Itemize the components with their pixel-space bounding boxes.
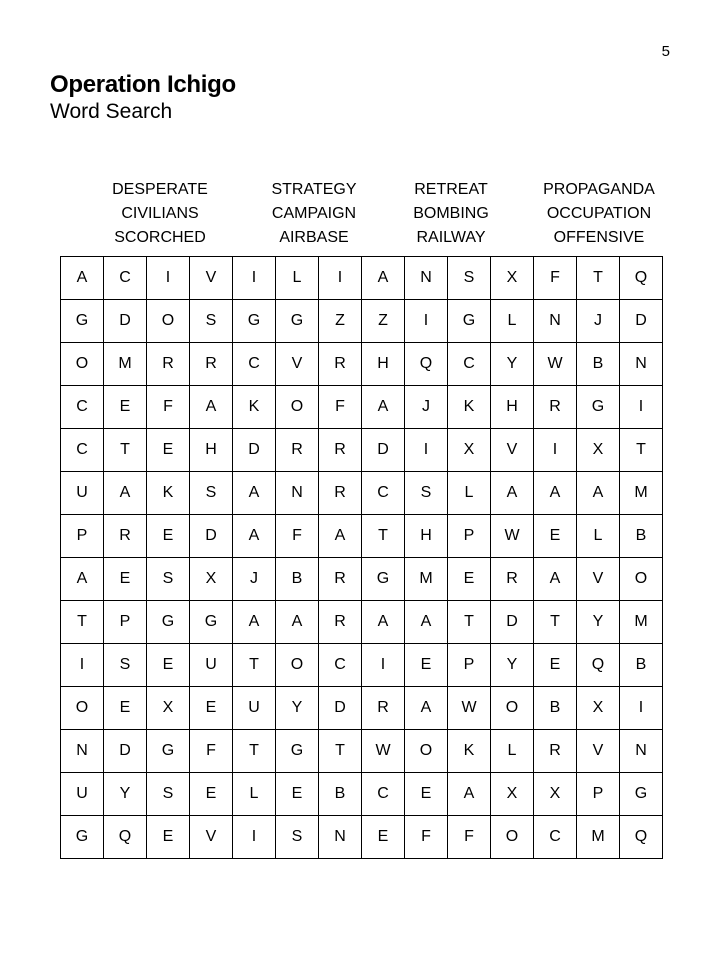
- grid-cell[interactable]: F: [190, 730, 233, 773]
- grid-cell[interactable]: N: [276, 472, 319, 515]
- grid-cell[interactable]: I: [405, 300, 448, 343]
- grid-cell[interactable]: F: [405, 816, 448, 859]
- word-list-item: CIVILIANS: [121, 205, 199, 222]
- grid-cell[interactable]: A: [104, 472, 147, 515]
- grid-cell[interactable]: K: [448, 730, 491, 773]
- grid-cell[interactable]: E: [534, 644, 577, 687]
- grid-cell[interactable]: R: [534, 386, 577, 429]
- grid-cell[interactable]: H: [362, 343, 405, 386]
- grid-cell[interactable]: R: [319, 343, 362, 386]
- word-list-item: STRATEGY: [271, 181, 357, 198]
- word-column: [80, 178, 240, 250]
- grid-cell[interactable]: O: [276, 386, 319, 429]
- grid-cell[interactable]: O: [276, 644, 319, 687]
- grid-cell[interactable]: T: [61, 601, 104, 644]
- grid-cell[interactable]: A: [233, 601, 276, 644]
- grid-cell[interactable]: S: [190, 472, 233, 515]
- grid-cell[interactable]: Y: [276, 687, 319, 730]
- grid-cell[interactable]: X: [577, 429, 620, 472]
- grid-cell[interactable]: M: [620, 472, 663, 515]
- grid-cell[interactable]: V: [276, 343, 319, 386]
- word-list-item: BOMBING: [413, 205, 489, 222]
- grid-cell[interactable]: J: [577, 300, 620, 343]
- grid-cell[interactable]: L: [233, 773, 276, 816]
- grid-cell[interactable]: G: [276, 300, 319, 343]
- grid-cell[interactable]: J: [233, 558, 276, 601]
- grid-cell[interactable]: X: [147, 687, 190, 730]
- grid-cell[interactable]: L: [276, 257, 319, 300]
- grid-cell[interactable]: S: [276, 816, 319, 859]
- grid-cell[interactable]: E: [190, 687, 233, 730]
- grid-cell[interactable]: R: [319, 601, 362, 644]
- grid-cell[interactable]: F: [319, 386, 362, 429]
- grid-cell[interactable]: G: [61, 816, 104, 859]
- grid-cell[interactable]: G: [147, 730, 190, 773]
- grid-cell[interactable]: V: [190, 816, 233, 859]
- grid-cell[interactable]: K: [147, 472, 190, 515]
- grid-cell[interactable]: X: [577, 687, 620, 730]
- grid-cell[interactable]: K: [233, 386, 276, 429]
- grid-cell[interactable]: U: [61, 472, 104, 515]
- grid-cell[interactable]: A: [362, 257, 405, 300]
- grid-cell[interactable]: N: [534, 300, 577, 343]
- puzzle-subtitle: Word Search: [50, 100, 173, 123]
- grid-cell[interactable]: O: [405, 730, 448, 773]
- grid-cell[interactable]: I: [61, 644, 104, 687]
- grid-cell[interactable]: R: [190, 343, 233, 386]
- grid-cell[interactable]: A: [405, 601, 448, 644]
- grid-cell[interactable]: U: [61, 773, 104, 816]
- grid-cell[interactable]: M: [104, 343, 147, 386]
- grid-cell[interactable]: A: [577, 472, 620, 515]
- grid-cell[interactable]: A: [534, 472, 577, 515]
- grid-cell[interactable]: E: [104, 386, 147, 429]
- grid-cell[interactable]: V: [577, 730, 620, 773]
- grid-cell[interactable]: A: [405, 687, 448, 730]
- grid-cell[interactable]: Z: [319, 300, 362, 343]
- grid-cell[interactable]: R: [362, 687, 405, 730]
- grid-cell[interactable]: D: [319, 687, 362, 730]
- grid-cell[interactable]: W: [448, 687, 491, 730]
- grid-cell[interactable]: I: [233, 816, 276, 859]
- grid-cell[interactable]: L: [577, 515, 620, 558]
- grid-cell[interactable]: A: [362, 601, 405, 644]
- grid-cell[interactable]: A: [491, 472, 534, 515]
- grid-cell[interactable]: R: [104, 515, 147, 558]
- grid-cell[interactable]: Q: [104, 816, 147, 859]
- grid-cell[interactable]: R: [319, 472, 362, 515]
- grid-cell[interactable]: B: [577, 343, 620, 386]
- word-list: [70, 178, 720, 250]
- grid-cell[interactable]: L: [448, 472, 491, 515]
- word-list-item: RETREAT: [414, 181, 488, 198]
- grid-cell[interactable]: S: [147, 558, 190, 601]
- grid-cell[interactable]: N: [405, 257, 448, 300]
- grid-cell[interactable]: S: [405, 472, 448, 515]
- grid-cell[interactable]: W: [534, 343, 577, 386]
- grid-cell[interactable]: B: [319, 773, 362, 816]
- grid-cell[interactable]: A: [448, 773, 491, 816]
- grid-cell[interactable]: E: [104, 558, 147, 601]
- grid-cell[interactable]: I: [147, 257, 190, 300]
- grid-cell[interactable]: T: [362, 515, 405, 558]
- grid-cell[interactable]: T: [620, 429, 663, 472]
- grid-cell[interactable]: O: [61, 687, 104, 730]
- grid-cell[interactable]: A: [319, 515, 362, 558]
- grid-cell[interactable]: T: [104, 429, 147, 472]
- grid-cell[interactable]: Y: [577, 601, 620, 644]
- grid-cell[interactable]: D: [620, 300, 663, 343]
- grid-cell[interactable]: A: [233, 472, 276, 515]
- grid-cell[interactable]: T: [319, 730, 362, 773]
- grid-cell[interactable]: G: [276, 730, 319, 773]
- grid-cell[interactable]: E: [147, 515, 190, 558]
- grid-cell[interactable]: L: [491, 730, 534, 773]
- grid-cell[interactable]: N: [620, 730, 663, 773]
- grid-cell[interactable]: V: [577, 558, 620, 601]
- grid-cell[interactable]: O: [147, 300, 190, 343]
- grid-cell[interactable]: G: [362, 558, 405, 601]
- grid-cell[interactable]: E: [405, 773, 448, 816]
- grid-cell[interactable]: B: [534, 687, 577, 730]
- word-list-item: SCORCHED: [114, 229, 206, 246]
- grid-cell[interactable]: P: [448, 644, 491, 687]
- grid-cell[interactable]: I: [620, 687, 663, 730]
- grid-cell[interactable]: A: [190, 386, 233, 429]
- grid-cell[interactable]: N: [319, 816, 362, 859]
- grid-cell[interactable]: P: [61, 515, 104, 558]
- grid-cell[interactable]: R: [147, 343, 190, 386]
- grid-cell[interactable]: R: [319, 558, 362, 601]
- grid-cell[interactable]: G: [577, 386, 620, 429]
- grid-cell[interactable]: G: [61, 300, 104, 343]
- grid-cell[interactable]: A: [61, 257, 104, 300]
- grid-cell[interactable]: T: [534, 601, 577, 644]
- grid-cell[interactable]: Y: [104, 773, 147, 816]
- grid-cell[interactable]: T: [577, 257, 620, 300]
- word-list-item: AIRBASE: [279, 229, 349, 246]
- grid-cell[interactable]: C: [61, 429, 104, 472]
- grid-cell[interactable]: H: [491, 386, 534, 429]
- grid-cell[interactable]: E: [362, 816, 405, 859]
- grid-cell[interactable]: K: [448, 386, 491, 429]
- page-number: 5: [661, 43, 670, 60]
- grid-cell[interactable]: G: [147, 601, 190, 644]
- grid-cell[interactable]: I: [362, 644, 405, 687]
- letter-grid: [60, 256, 663, 859]
- grid-cell[interactable]: Y: [491, 343, 534, 386]
- grid-cell[interactable]: E: [190, 773, 233, 816]
- grid-cell[interactable]: E: [276, 773, 319, 816]
- grid-cell[interactable]: T: [448, 601, 491, 644]
- grid-cell[interactable]: A: [61, 558, 104, 601]
- puzzle-title: Operation Ichigo: [50, 71, 236, 98]
- grid-cell[interactable]: A: [362, 386, 405, 429]
- grid-cell[interactable]: F: [448, 816, 491, 859]
- grid-cell[interactable]: M: [405, 558, 448, 601]
- grid-cell[interactable]: D: [233, 429, 276, 472]
- grid-cell[interactable]: A: [534, 558, 577, 601]
- grid-cell[interactable]: C: [233, 343, 276, 386]
- grid-cell[interactable]: I: [534, 429, 577, 472]
- grid-cell[interactable]: O: [61, 343, 104, 386]
- grid-cell[interactable]: O: [491, 816, 534, 859]
- word-column: [234, 178, 394, 250]
- grid-cell[interactable]: E: [448, 558, 491, 601]
- word-list-item: CAMPAIGN: [271, 205, 357, 222]
- grid-cell[interactable]: D: [104, 300, 147, 343]
- grid-cell[interactable]: T: [233, 730, 276, 773]
- grid-cell[interactable]: B: [620, 644, 663, 687]
- grid-cell[interactable]: E: [534, 515, 577, 558]
- grid-cell[interactable]: V: [491, 429, 534, 472]
- grid-cell[interactable]: Z: [362, 300, 405, 343]
- word-list-item: DESPERATE: [112, 181, 208, 198]
- grid-cell[interactable]: V: [190, 257, 233, 300]
- word-list-item: PROPAGANDA: [543, 181, 655, 198]
- grid-cell[interactable]: I: [620, 386, 663, 429]
- grid-cell[interactable]: M: [577, 816, 620, 859]
- grid-cell[interactable]: C: [448, 343, 491, 386]
- grid-cell[interactable]: E: [104, 687, 147, 730]
- grid-cell[interactable]: P: [577, 773, 620, 816]
- grid-cell[interactable]: S: [147, 773, 190, 816]
- word-column: [519, 178, 679, 250]
- grid-cell[interactable]: S: [104, 644, 147, 687]
- grid-cell[interactable]: X: [534, 773, 577, 816]
- grid-cell[interactable]: G: [448, 300, 491, 343]
- grid-cell[interactable]: E: [147, 816, 190, 859]
- grid-cell[interactable]: B: [276, 558, 319, 601]
- grid-cell[interactable]: E: [405, 644, 448, 687]
- grid-cell[interactable]: Q: [620, 257, 663, 300]
- grid-cell[interactable]: A: [276, 601, 319, 644]
- grid-cell[interactable]: G: [620, 773, 663, 816]
- grid-cell[interactable]: N: [61, 730, 104, 773]
- grid-cell[interactable]: A: [233, 515, 276, 558]
- word-list-item: RAILWAY: [416, 229, 486, 246]
- grid-cell[interactable]: D: [190, 515, 233, 558]
- grid-cell[interactable]: J: [405, 386, 448, 429]
- grid-cell[interactable]: O: [620, 558, 663, 601]
- word-list-item: OCCUPATION: [546, 205, 652, 222]
- grid-cell[interactable]: C: [362, 773, 405, 816]
- grid-cell[interactable]: I: [233, 257, 276, 300]
- grid-cell[interactable]: Q: [577, 644, 620, 687]
- grid-cell[interactable]: N: [620, 343, 663, 386]
- grid-cell[interactable]: C: [534, 816, 577, 859]
- grid-cell[interactable]: L: [491, 300, 534, 343]
- grid-cell[interactable]: X: [491, 773, 534, 816]
- grid-cell[interactable]: R: [491, 558, 534, 601]
- grid-cell[interactable]: G: [233, 300, 276, 343]
- grid-cell[interactable]: W: [362, 730, 405, 773]
- grid-cell[interactable]: C: [362, 472, 405, 515]
- grid-cell[interactable]: S: [448, 257, 491, 300]
- grid-cell[interactable]: T: [233, 644, 276, 687]
- grid-cell[interactable]: M: [620, 601, 663, 644]
- grid-cell[interactable]: D: [362, 429, 405, 472]
- grid-cell[interactable]: S: [190, 300, 233, 343]
- grid-cell[interactable]: H: [190, 429, 233, 472]
- word-list-item: OFFENSIVE: [553, 229, 645, 246]
- grid-cell[interactable]: F: [147, 386, 190, 429]
- grid-cell[interactable]: B: [620, 515, 663, 558]
- grid-cell[interactable]: C: [319, 644, 362, 687]
- grid-cell[interactable]: G: [190, 601, 233, 644]
- grid-cell[interactable]: R: [319, 429, 362, 472]
- word-column: [371, 178, 531, 250]
- grid-cell[interactable]: U: [190, 644, 233, 687]
- grid-cell[interactable]: I: [405, 429, 448, 472]
- grid-cell[interactable]: P: [104, 601, 147, 644]
- grid-cell[interactable]: W: [491, 515, 534, 558]
- grid-cell[interactable]: F: [534, 257, 577, 300]
- grid-cell[interactable]: H: [405, 515, 448, 558]
- grid-cell[interactable]: C: [104, 257, 147, 300]
- grid-cell[interactable]: R: [276, 429, 319, 472]
- grid-cell[interactable]: I: [319, 257, 362, 300]
- grid-cell[interactable]: X: [491, 257, 534, 300]
- grid-cell[interactable]: O: [491, 687, 534, 730]
- grid-cell[interactable]: Q: [620, 816, 663, 859]
- grid-cell[interactable]: D: [104, 730, 147, 773]
- grid-cell[interactable]: D: [491, 601, 534, 644]
- grid-cell[interactable]: Q: [405, 343, 448, 386]
- grid-cell[interactable]: E: [147, 429, 190, 472]
- grid-cell[interactable]: C: [61, 386, 104, 429]
- grid-cell[interactable]: X: [448, 429, 491, 472]
- grid-cell[interactable]: X: [190, 558, 233, 601]
- grid-cell[interactable]: F: [276, 515, 319, 558]
- grid-cell[interactable]: E: [147, 644, 190, 687]
- grid-cell[interactable]: R: [534, 730, 577, 773]
- grid-cell[interactable]: Y: [491, 644, 534, 687]
- grid-cell[interactable]: P: [448, 515, 491, 558]
- grid-cell[interactable]: U: [233, 687, 276, 730]
